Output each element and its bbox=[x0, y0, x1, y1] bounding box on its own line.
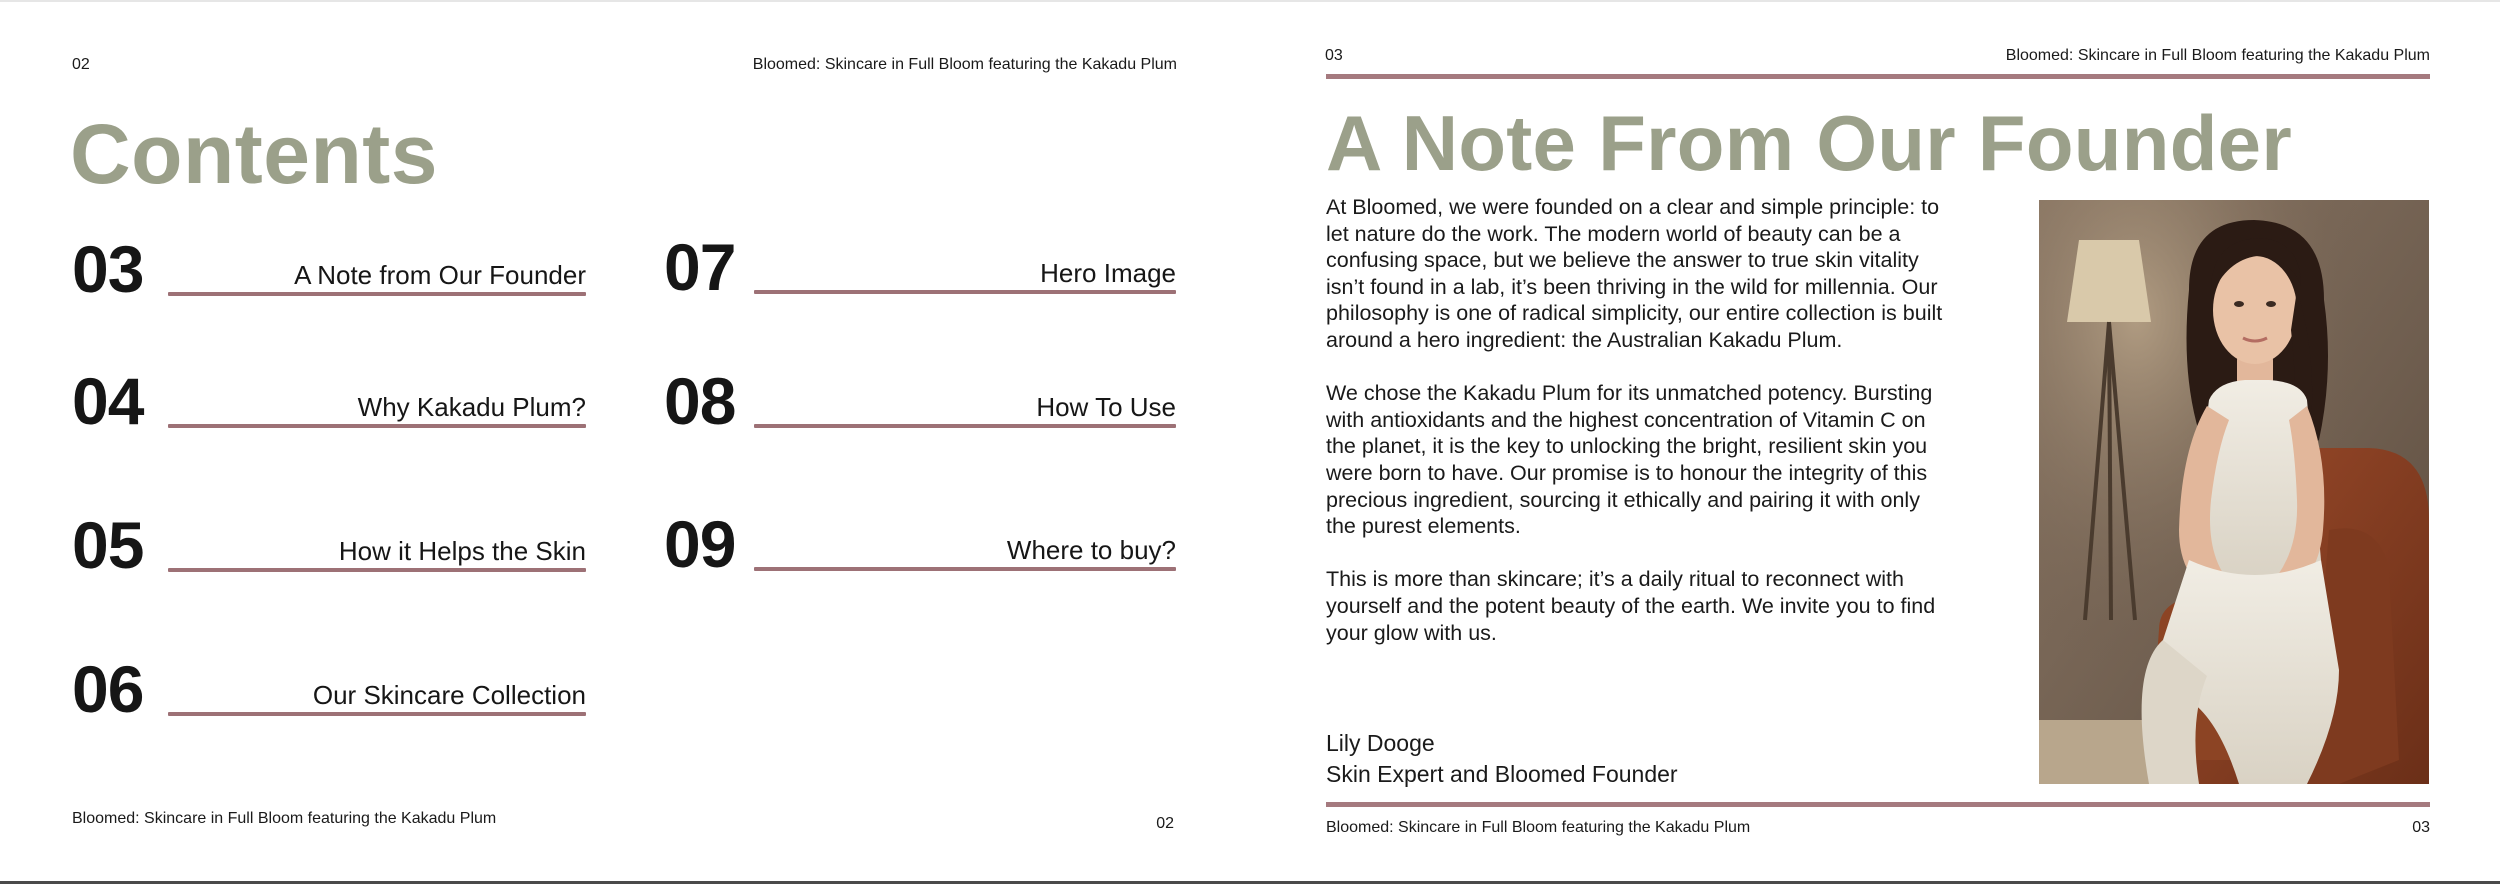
toc-entry[interactable] bbox=[664, 364, 1176, 438]
page-title: Contents bbox=[70, 107, 438, 201]
toc-divider bbox=[754, 567, 1176, 571]
toc-number: 05 bbox=[72, 508, 144, 582]
footer-page-number: 02 bbox=[1156, 815, 1174, 832]
toc-divider bbox=[168, 568, 586, 572]
footer-running-title: Bloomed: Skincare in Full Bloom featuring the Kakadu Plum bbox=[1326, 819, 1751, 836]
footer-rule bbox=[1326, 802, 2430, 807]
toc-entry[interactable] bbox=[72, 364, 586, 438]
toc-number: 06 bbox=[72, 652, 144, 726]
toc-divider bbox=[754, 290, 1176, 294]
signature-name: Lily Dooge bbox=[1326, 730, 1435, 756]
footer-running-title: Bloomed: Skincare in Full Bloom featuring the Kakadu Plum bbox=[72, 810, 497, 827]
toc-number: 04 bbox=[72, 364, 144, 438]
header-page-number: 02 bbox=[72, 56, 90, 73]
toc-label: Why Kakadu Plum? bbox=[357, 392, 586, 422]
toc-divider bbox=[754, 424, 1176, 428]
toc-entry[interactable] bbox=[664, 507, 1176, 581]
header-rule bbox=[1326, 74, 2430, 79]
founder-note-page bbox=[1250, 0, 2500, 884]
paragraph: We chose the Kakadu Plum for its unmatched potency. Bursting with antioxidants and the highest concentration of Vitamin C on the planet, it is the key to unlocking the bright, resilient skin you were born to have. Our promise is to honour the integrity of this precious ingredient, sourcing it ethically and pairing it with only the purest elements. bbox=[1326, 381, 1933, 539]
paragraph: This is more than skincare; it’s a daily ritual to reconnect with yourself and the potent beauty of the earth. We invite you to find your glow with us. bbox=[1326, 567, 1936, 645]
toc-label: Hero Image bbox=[1040, 258, 1176, 288]
toc-divider bbox=[168, 424, 586, 428]
founder-letter bbox=[1326, 194, 1946, 673]
founder-photo bbox=[2039, 200, 2429, 784]
toc-number: 03 bbox=[72, 232, 144, 306]
toc-label: Our Skincare Collection bbox=[312, 680, 586, 710]
header-running-title: Bloomed: Skincare in Full Bloom featuring the Kakadu Plum bbox=[752, 56, 1177, 73]
toc-entry[interactable] bbox=[72, 232, 586, 306]
toc-entry[interactable] bbox=[664, 230, 1176, 304]
toc-label: How it Helps the Skin bbox=[338, 536, 586, 566]
toc-number: 08 bbox=[664, 364, 736, 438]
header-page-number: 03 bbox=[1325, 47, 1343, 64]
toc-entry[interactable] bbox=[72, 652, 586, 726]
toc-label: Where to buy? bbox=[1006, 535, 1176, 565]
toc-label: A Note from Our Founder bbox=[294, 260, 586, 290]
toc-number: 09 bbox=[664, 507, 736, 581]
page-title: A Note From Our Founder bbox=[1326, 99, 2292, 187]
toc-number: 07 bbox=[664, 230, 736, 304]
toc-entry[interactable] bbox=[72, 508, 586, 582]
signature bbox=[1326, 728, 1678, 790]
signature-role: Skin Expert and Bloomed Founder bbox=[1326, 761, 1678, 787]
toc-label: How To Use bbox=[1036, 392, 1176, 422]
paragraph: At Bloomed, we were founded on a clear and simple principle: to let nature do the work. The modern world of beauty can be a confusing space, but we believe the answer to true skin vitality isn’t found in a lab, it’s been thriving in the wild for millennia. Our philosophy is one of radical simplicity, our entire collection is built around a hero ingredient: the Australian Kakadu Plum. bbox=[1326, 195, 1943, 352]
toc-divider bbox=[168, 712, 586, 716]
header-running-title: Bloomed: Skincare in Full Bloom featuring the Kakadu Plum bbox=[2005, 47, 2430, 64]
footer-page-number: 03 bbox=[2412, 819, 2430, 836]
toc-divider bbox=[168, 292, 586, 296]
